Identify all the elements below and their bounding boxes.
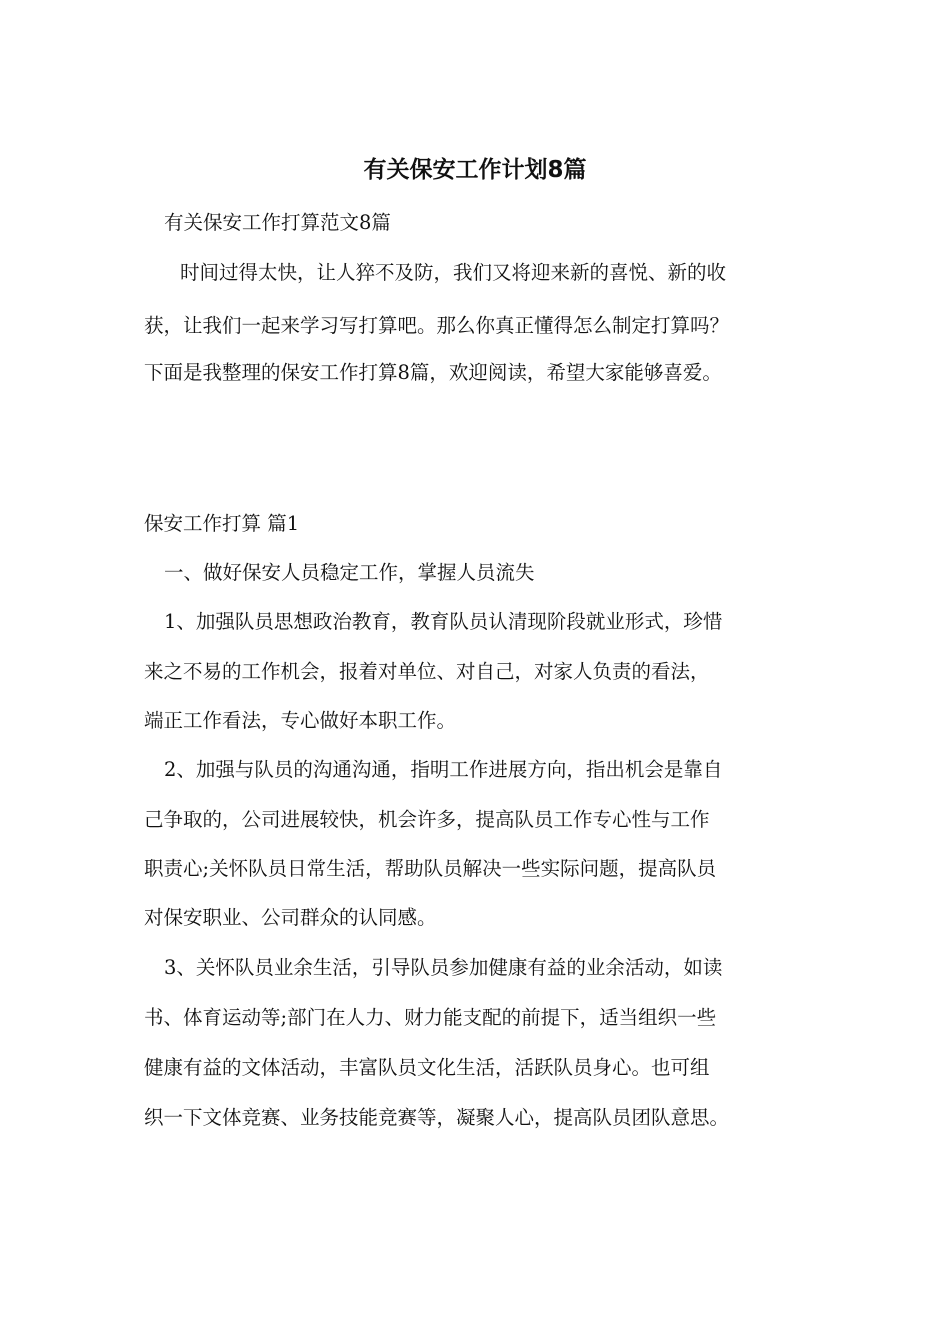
paragraph-line: 职责心;关怀队员日常生活，帮助队员解决一些实际问题，提高队员: [144, 857, 717, 880]
subtitle: 有关保安工作打算范文8篇: [164, 211, 391, 234]
paragraph-line: 对保安职业、公司群众的认同感。: [144, 906, 437, 929]
paragraph-line: 端正工作看法，专心做好本职工作。: [144, 709, 457, 732]
paragraph-line: 1、加强队员思想政治教育，教育队员认清现阶段就业形式，珍惜: [164, 610, 723, 633]
intro-line: 下面是我整理的保安工作打算8篇，欢迎阅读，希望大家能够喜爱。: [144, 361, 722, 384]
paragraph-line: 书、体育运动等;部门在人力、财力能支配的前提下，适当组织一些: [144, 1006, 717, 1029]
intro-line: 时间过得太快，让人猝不及防，我们又将迎来新的喜悦、新的收: [180, 261, 727, 284]
document-title: 有关保安工作计划8篇: [363, 157, 587, 183]
intro-line: 获，让我们一起来学习写打算吧。那么你真正懂得怎么制定打算吗？: [144, 314, 730, 337]
paragraph-line: 健康有益的文体活动，丰富队员文化生活，活跃队员身心。也可组: [144, 1056, 710, 1079]
section-heading: 保安工作打算 篇1: [144, 512, 300, 535]
paragraph-line: 2、加强与队员的沟通沟通，指明工作进展方向，指出机会是靠自: [164, 758, 723, 781]
paragraph-line: 来之不易的工作机会，报着对单位、对自己，对家人负责的看法，: [144, 660, 710, 683]
point-heading: 一、做好保安人员稳定工作，掌握人员流失: [164, 561, 535, 584]
paragraph-line: 织一下文体竞赛、业务技能竞赛等，凝聚人心，提高队员团队意思。: [144, 1106, 730, 1129]
paragraph-line: 己争取的，公司进展较快，机会许多，提高队员工作专心性与工作: [144, 808, 710, 831]
paragraph-line: 3、关怀队员业余生活，引导队员参加健康有益的业余活动，如读: [164, 956, 723, 979]
